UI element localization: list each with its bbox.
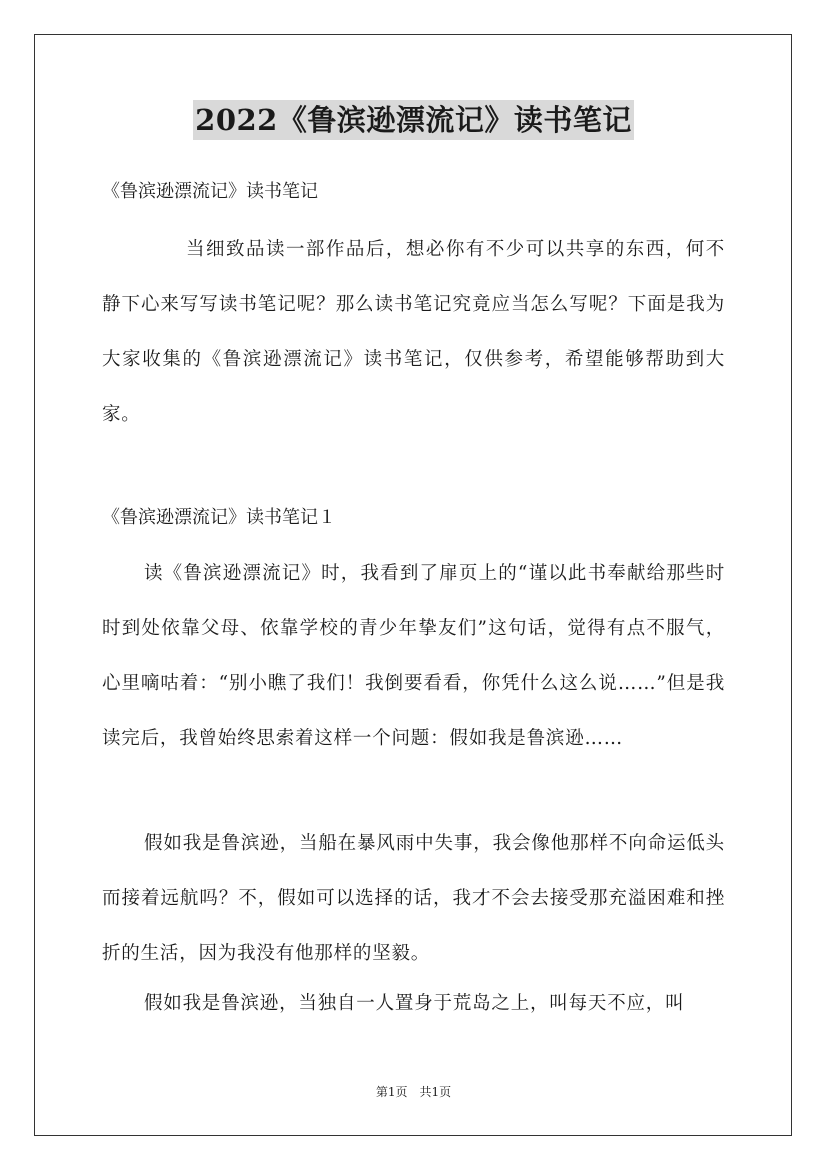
section-heading: 《鲁滨逊漂流记》读书笔记１ bbox=[102, 507, 336, 528]
document-subtitle: 《鲁滨逊漂流记》读书笔记 bbox=[102, 181, 318, 202]
document-title: 2022《鲁滨逊漂流记》读书笔记 bbox=[193, 100, 634, 140]
body-paragraph-2: 假如我是鲁滨逊，当船在暴风雨中失事，我会像他那样不向命运低头而接着远航吗？不，假如可以选择的话，我才不会去接受那充溢困难和挫折的生活，因为我没有他那样的坚毅。 bbox=[102, 833, 725, 964]
title-container bbox=[0, 100, 827, 140]
intro-paragraph: 当细致品读一部作品后，想必你有不少可以共享的东西，何不静下心来写写读书笔记呢？那么读书笔记究竟应当怎么写呢？下面是我为大家收集的《鲁滨逊漂流记》读书笔记，仅供参考，希望能够帮助到大家。 bbox=[102, 239, 725, 425]
body-paragraph-1: 读《鲁滨逊漂流记》时，我看到了扉页上的“谨以此书奉献给那些时时到处依靠父母、依靠学校的青少年挚友们”这句话，觉得有点不服气，心里嘀咕着：“别小瞧了我们！我倒要看看，你凭什么这么说……”但是我读完后，我曾始终思索着这样一个问题：假如我是鲁滨逊…… bbox=[102, 563, 725, 749]
page-footer: 第1页 共1页 bbox=[375, 1085, 452, 1099]
body-paragraph-3: 假如我是鲁滨逊，当独自一人置身于荒岛之上，叫每天不应，叫 bbox=[144, 993, 685, 1014]
